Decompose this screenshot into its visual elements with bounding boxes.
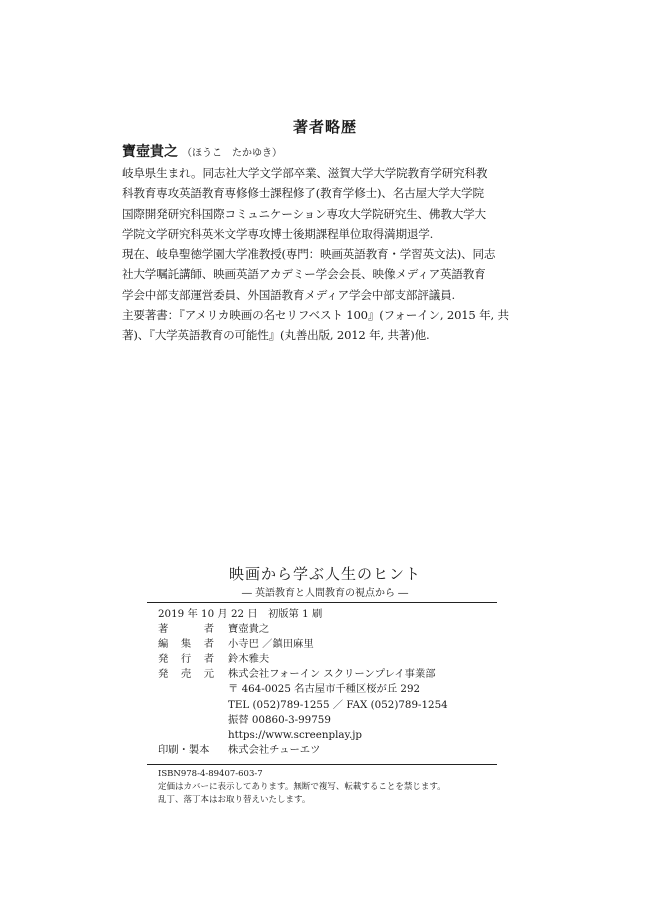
book-subtitle: ― 英語教育と人間教育の視点から ― bbox=[241, 588, 409, 599]
colophon-row-editor bbox=[158, 637, 488, 652]
bio-line: 国際開発研究科国際コミュニケーション専攻大学院研究生、佛教大学大 bbox=[122, 206, 486, 221]
author-name-line bbox=[122, 141, 282, 161]
label-char: 著 bbox=[158, 623, 169, 636]
row-value: 株式会社フォーイン スクリーンプレイ事業部 bbox=[228, 668, 436, 681]
bio-line: 科教育専攻英語教育専修修士課程修了(教育学修士)、名古屋大学大学院 bbox=[122, 186, 484, 201]
isbn: ISBN978-4-89407-603-7 bbox=[158, 769, 263, 779]
row-value: 寶壺貴之 bbox=[228, 623, 270, 636]
bio-line: 学院文学研究科英米文学専攻博士後期課程単位取得満期退学. bbox=[122, 226, 434, 241]
label-char: 行 bbox=[180, 653, 192, 666]
label-char: 発 bbox=[158, 668, 169, 681]
label-char: 売 bbox=[180, 668, 192, 681]
author-bio-body bbox=[122, 163, 532, 346]
row-value: 小寺巴 ／鎮田麻里 bbox=[228, 638, 314, 651]
colophon-top-rule bbox=[147, 602, 497, 603]
label-char: 編 bbox=[158, 638, 169, 651]
publisher-website: https://www.screenplay.jp bbox=[228, 728, 363, 741]
colophon-row-author bbox=[158, 622, 488, 637]
author-name: 寶壺貴之 bbox=[122, 144, 178, 160]
row-value: 株式会社チューエツ bbox=[228, 743, 321, 756]
bio-line: 現在、岐阜聖徳学園大学准教授(専門：映画英語教育・学習英文法)、同志 bbox=[122, 247, 496, 262]
label-char: 元 bbox=[203, 668, 214, 681]
label-char: 集 bbox=[180, 638, 192, 651]
label-char: 発 bbox=[158, 653, 169, 666]
row-label bbox=[158, 667, 214, 682]
publisher-phone-fax: TEL (052)789-1255 ／ FAX (052)789-1254 bbox=[228, 698, 448, 711]
colophon-row-publisher bbox=[158, 652, 488, 667]
author-name-reading: （ほうこ たかゆき） bbox=[182, 148, 282, 159]
row-label bbox=[158, 622, 214, 637]
colophon-row-distributor bbox=[158, 667, 488, 682]
bio-line: 著)、『大学英語教育の可能性』(丸善出版, 2012 年, 共著)他. bbox=[122, 328, 430, 343]
colophon-row-printing bbox=[158, 743, 488, 758]
book-title: 映画から学ぶ人生のヒント bbox=[228, 565, 421, 583]
author-bio-heading: 著者略歴 bbox=[292, 118, 357, 136]
colophon-notes bbox=[158, 768, 446, 808]
publisher-transfer-account: 振替 00860-3-99759 bbox=[228, 713, 331, 726]
row-value: 鈴木雅夫 bbox=[228, 653, 270, 666]
row-label bbox=[158, 652, 214, 667]
publication-date: 2019 年 10 月 22 日 初版第 1 刷 bbox=[158, 608, 323, 620]
price-note: 定価はカバーに表示してあります。無断で複写、転載することを禁じます。 bbox=[158, 782, 446, 793]
colophon-info bbox=[158, 607, 488, 758]
label-char: 者 bbox=[203, 623, 214, 636]
row-label bbox=[158, 637, 214, 652]
bio-line: 社大学嘱託講師、映画英語アカデミー学会会長、映像メディア英語教育 bbox=[122, 267, 486, 282]
bio-line: 学会中部支部運営委員、外国語教育メディア学会中部支部評議員. bbox=[122, 287, 455, 302]
publisher-postal-address: 〒 464-0025 名古屋市千種区桜が丘 292 bbox=[228, 683, 421, 696]
bio-line: 主要著書：『アメリカ映画の名セリフベスト 100』(フォーイン, 2015 年, 共 bbox=[122, 308, 509, 323]
label-char: 者 bbox=[203, 638, 214, 651]
bio-line: 岐阜県生まれ。同志社大学文学部卒業、滋賀大学大学院教育学研究科教 bbox=[122, 166, 488, 180]
colophon-bottom-rule bbox=[147, 764, 497, 765]
replacement-note: 乱丁、落丁本はお取り替えいたします。 bbox=[158, 795, 311, 806]
label-char: 者 bbox=[203, 653, 214, 666]
row-label: 印刷・製本 bbox=[158, 743, 210, 756]
